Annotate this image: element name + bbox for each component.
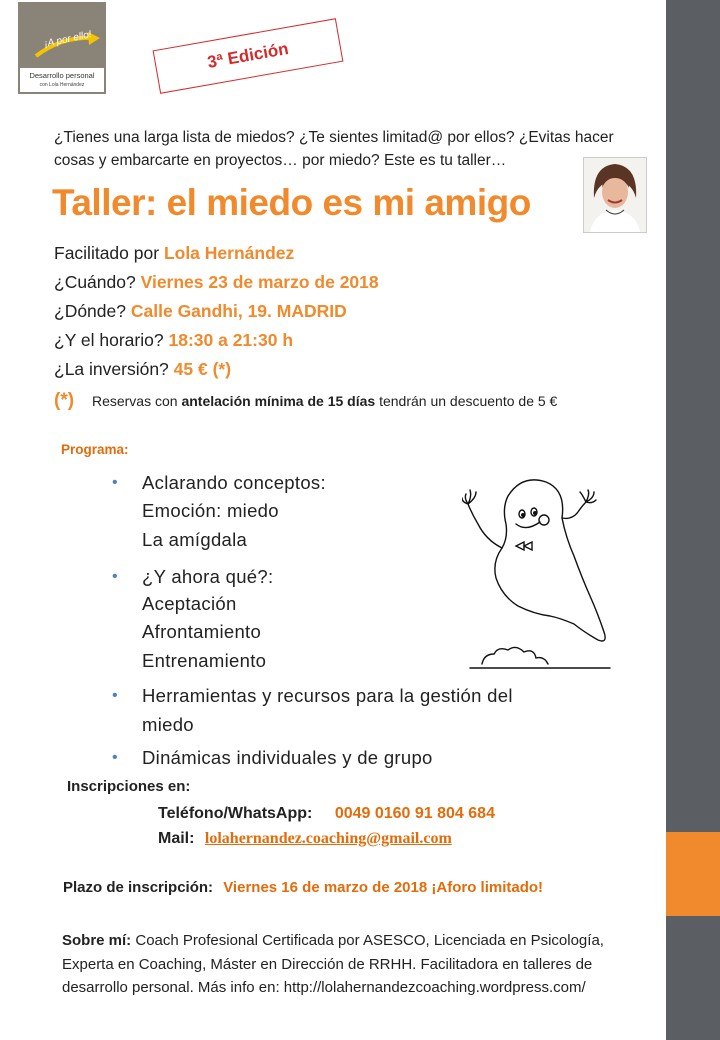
facilitator-label: Facilitado por	[54, 243, 160, 263]
bullet-icon: •	[112, 474, 118, 491]
asterisk-marker: (*)	[54, 390, 75, 411]
brand-logo	[10, 0, 114, 110]
portrait-icon	[584, 158, 646, 232]
about-section	[62, 929, 637, 1000]
intro-text: ¿Tienes una larga lista de miedos? ¿Te sientes limitad@ por ellos? ¿Evitas hacer cosas y embarcarte en proyectos… por miedo? Este es tu taller…	[54, 129, 614, 169]
where-line	[54, 301, 347, 322]
program-subitem: Entrenamiento	[142, 650, 267, 671]
logo-slogan: ¡A por ello!	[43, 29, 93, 50]
deadline-label: Plazo de inscripción:	[63, 879, 214, 896]
schedule-line	[54, 330, 293, 351]
program-subitem: La amígdala	[142, 529, 248, 550]
logo-line-1: Desarrollo personal	[29, 71, 95, 80]
phone-line	[158, 805, 495, 823]
when-label: ¿Cuándo?	[54, 272, 136, 292]
schedule-label: ¿Y el horario?	[54, 330, 164, 350]
registration-heading: Inscripciones en:	[67, 778, 191, 795]
about-label: Sobre mí:	[62, 932, 132, 949]
logo-background	[18, 2, 106, 94]
phone-label: Teléfono/WhatsApp:	[158, 805, 313, 822]
discount-note	[54, 390, 557, 412]
program-item: Dinámicas individuales y de grupo	[142, 747, 433, 768]
logo-line-2: con Lola Hernández	[39, 82, 85, 88]
mail-label: Mail:	[158, 830, 195, 847]
program-item: ¿Y ahora qué?:	[142, 566, 274, 587]
when-value: Viernes 23 de marzo de 2018	[140, 272, 379, 292]
bullet-icon: •	[112, 749, 118, 766]
about-text: Coach Profesional Certificada por ASESCO, Licenciada en Psicología, Experta en Coaching, Máster en Dirección de RRHH. Facilitadora en talleres de desarrollo personal. Más info en: http://lolahernandezcoaching.wordpress.com/	[62, 932, 604, 996]
when-line	[54, 272, 379, 293]
deadline-line	[63, 879, 543, 896]
where-label: ¿Dónde?	[54, 301, 126, 321]
program-subitem: Aceptación	[142, 593, 237, 614]
note-after: tendrán un descuento de 5 €	[379, 393, 558, 409]
program-subitem: Afrontamiento	[142, 621, 262, 642]
bullet-icon: •	[112, 568, 118, 585]
program-item: Aclarando conceptos:	[142, 472, 326, 493]
program-heading: Programa:	[61, 442, 129, 457]
sidebar-accent-block	[666, 832, 720, 916]
price-label: ¿La inversión?	[54, 359, 169, 379]
facilitator-line	[54, 243, 294, 264]
edition-stamp	[153, 18, 344, 94]
bullet-icon: •	[112, 687, 118, 704]
email-link[interactable]: lolahernandez.coaching@gmail.com	[204, 830, 452, 847]
logo-caption-box	[20, 68, 104, 92]
mail-line	[158, 830, 452, 848]
price-value: 45 € (*)	[173, 359, 232, 379]
program-item-continued: miedo	[142, 714, 194, 735]
note-before: Reservas con	[91, 393, 178, 409]
page-title: Taller: el miedo es mi amigo	[52, 182, 531, 223]
schedule-value: 18:30 a 21:30 h	[168, 330, 294, 350]
deadline-value: Viernes 16 de marzo de 2018 ¡Aforo limitado!	[223, 879, 544, 896]
facilitator-value: Lola Hernández	[163, 243, 295, 263]
program-item: Herramientas y recursos para la gestión del	[142, 685, 513, 706]
price-line	[54, 359, 231, 380]
where-value: Calle Gandhi, 19. MADRID	[130, 301, 347, 321]
program-subitem: Emoción: miedo	[142, 500, 279, 521]
phone-number: 0049 0160 91 804 684	[334, 805, 495, 822]
ghost-illustration	[462, 468, 612, 672]
note-bold: antelación mínima de 15 días	[181, 393, 376, 409]
edition-label: 3ª Edición	[205, 39, 290, 72]
facilitator-photo	[583, 157, 647, 233]
